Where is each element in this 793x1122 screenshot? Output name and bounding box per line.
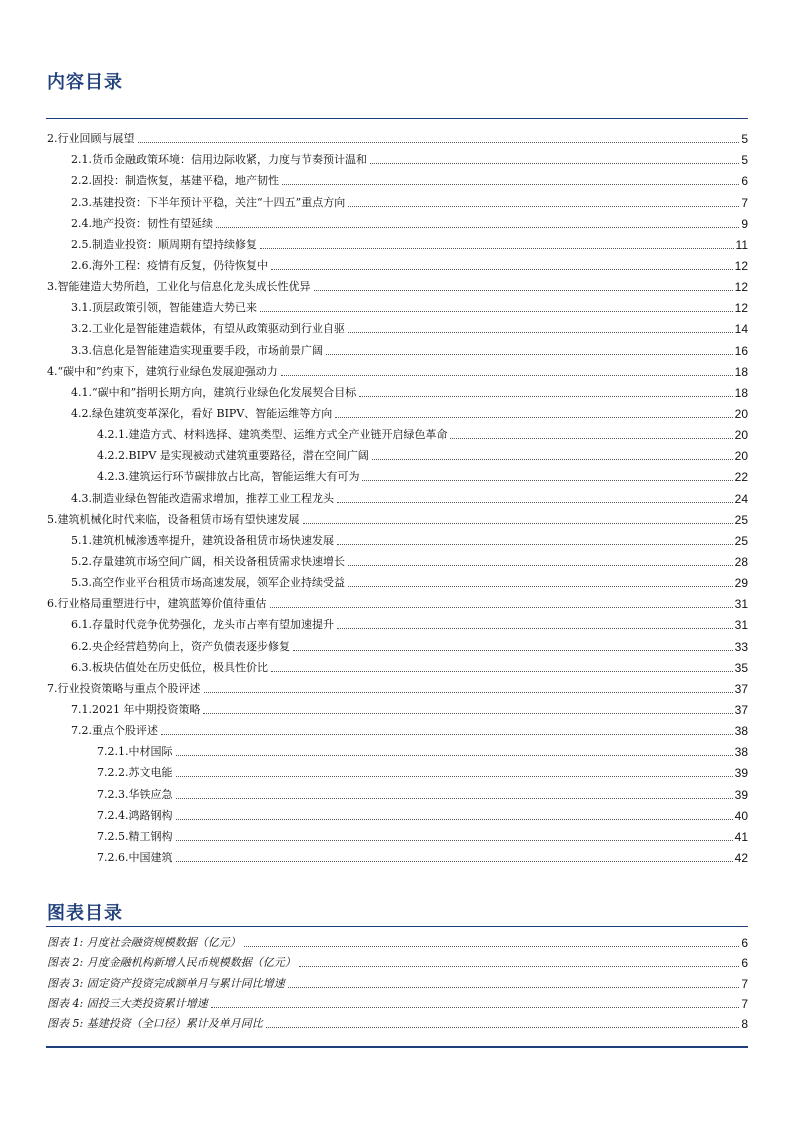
toc-entry-page: 11	[735, 237, 748, 252]
dot-leader	[359, 396, 732, 397]
dot-leader	[176, 755, 733, 756]
toc-entry[interactable]	[47, 125, 748, 146]
toc-entry[interactable]	[47, 188, 748, 209]
toc-entry[interactable]	[47, 717, 748, 738]
toc-entry[interactable]	[47, 823, 748, 844]
page-bottom-rule	[46, 1046, 748, 1048]
dot-leader	[260, 311, 733, 312]
toc-entry-page: 35	[734, 660, 748, 675]
toc-heading-rule	[46, 118, 748, 119]
dot-leader	[372, 459, 733, 460]
toc-entry[interactable]	[47, 590, 748, 611]
dot-leader	[337, 544, 733, 545]
dot-leader	[161, 734, 733, 735]
figure-entry-title: 图表 5: 基建投资（全口径）累计及单月同比	[47, 1016, 263, 1030]
toc-entry-page: 33	[734, 639, 748, 654]
toc-entry-title: 3.智能建造大势所趋，工业化与信息化龙头成长性优异	[47, 280, 311, 294]
toc-entry[interactable]	[47, 738, 748, 759]
dot-leader	[337, 628, 733, 629]
toc-entry-page: 14	[734, 322, 748, 337]
dot-leader	[314, 290, 733, 291]
toc-entry-title: 2.2.固投：制造恢复，基建平稳，地产韧性	[71, 174, 279, 188]
toc-entry-page: 31	[734, 597, 748, 612]
toc-entry[interactable]	[47, 548, 748, 569]
toc-entry-page: 24	[734, 491, 748, 506]
dot-leader	[176, 776, 733, 777]
toc-entry-title: 7.2.4.鸿路钢构	[97, 808, 173, 822]
dot-leader	[211, 1007, 740, 1008]
toc-entry[interactable]	[47, 442, 748, 463]
dot-leader	[326, 354, 733, 355]
toc-entry-title: 4.“碳中和”约束下，建筑行业绿色发展迎强动力	[47, 364, 278, 378]
toc-entry-title: 2.5.制造业投资：顺周期有望持续修复	[71, 237, 257, 251]
dot-leader	[282, 184, 739, 185]
toc-entry-page: 39	[734, 787, 748, 802]
toc-entry-title: 3.1.顶层政策引领，智能建造大势已来	[71, 301, 257, 315]
toc-entry[interactable]	[47, 294, 748, 315]
dot-leader	[348, 586, 733, 587]
dot-leader	[244, 946, 740, 947]
toc-entry[interactable]	[47, 210, 748, 231]
toc-entry[interactable]	[47, 358, 748, 379]
toc-entry-title: 6.2.央企经营趋势向上，资产负债表逐步修复	[71, 639, 290, 653]
figure-entry-title: 图表 4: 固投三大类投资累计增速	[47, 996, 208, 1010]
dot-leader	[288, 987, 740, 988]
toc-entry-title: 2.1.货币金融政策环境：信用边际收紧，力度与节奏预计温和	[71, 153, 367, 167]
toc-entry-page: 38	[734, 724, 748, 739]
toc-entry[interactable]	[47, 463, 748, 484]
dot-leader	[176, 840, 733, 841]
dot-leader	[260, 248, 734, 249]
dot-leader	[450, 438, 732, 439]
figure-entry[interactable]	[47, 970, 748, 990]
dot-leader	[370, 163, 739, 164]
toc-entry[interactable]	[47, 400, 748, 421]
toc-entry-page: 20	[734, 406, 748, 421]
toc-entry[interactable]	[47, 844, 748, 865]
toc-entry-title: 3.3.信息化是智能建造实现重要手段，市场前景广阔	[71, 343, 323, 357]
toc-entry-page: 5	[741, 132, 748, 147]
toc-entry-page: 12	[734, 280, 748, 295]
toc-entry-page: 16	[734, 343, 748, 358]
toc-entry-page: 39	[734, 766, 748, 781]
figure-entry-title: 图表 2: 月度金融机构新增人民币规模数据（亿元）	[47, 956, 296, 970]
toc-entry[interactable]	[47, 379, 748, 400]
toc-entry-title: 4.1.“碳中和”指明长期方向，建筑行业绿色化发展契合目标	[71, 385, 357, 399]
toc-entry-title: 7.2.3.华铁应急	[97, 787, 173, 801]
toc-entry-page: 41	[734, 829, 748, 844]
dot-leader	[303, 523, 733, 524]
toc-entry-title: 4.3.制造业绿色智能改造需求增加，推荐工业工程龙头	[71, 491, 334, 505]
dot-leader	[271, 269, 733, 270]
toc-entry-title: 4.2.3.建筑运行环节碳排放占比高，智能运维大有可为	[97, 470, 360, 484]
toc-entry-page: 18	[734, 364, 748, 379]
dot-leader	[270, 607, 733, 608]
toc-entry-title: 4.2.1.建造方式、材料选择、建筑类型、运维方式全产业链开启绿色革命	[97, 428, 448, 442]
dot-leader	[335, 417, 732, 418]
figure-entry-page: 6	[741, 956, 748, 971]
toc-entry[interactable]	[47, 421, 748, 442]
figure-entry-page: 7	[741, 976, 748, 991]
toc-entry[interactable]	[47, 654, 748, 675]
toc-entry-title: 4.2.绿色建筑变革深化，看好 BIPV、智能运维等方向	[71, 406, 333, 420]
toc-entry-title: 6.1.存量时代竞争优势强化，龙头市占率有望加速提升	[71, 618, 334, 632]
figure-entry-page: 8	[741, 1016, 748, 1031]
dot-leader	[266, 1027, 740, 1028]
dot-leader	[293, 650, 733, 651]
toc-entry[interactable]	[47, 569, 748, 590]
toc-entry-title: 2.6.海外工程：疫情有反复，仍待恢复中	[71, 258, 268, 272]
toc-entry-page: 25	[734, 533, 748, 548]
figure-entry[interactable]	[47, 1011, 748, 1031]
toc-entry-title: 7.行业投资策略与重点个股评述	[47, 681, 201, 695]
dot-leader	[203, 713, 732, 714]
figure-entry-title: 图表 1: 月度社会融资规模数据（亿元）	[47, 936, 241, 950]
table-of-contents	[47, 125, 748, 865]
toc-entry-page: 38	[734, 745, 748, 760]
dot-leader	[337, 502, 733, 503]
figure-entry[interactable]	[47, 991, 748, 1011]
toc-entry-page: 28	[734, 554, 748, 569]
toc-entry-title: 5.1.建筑机械渗透率提升，建筑设备租赁市场快速发展	[71, 533, 334, 547]
toc-heading: 内容目录	[47, 72, 123, 93]
toc-entry-title: 2.3.基建投资：下半年预计平稳，关注“十四五”重点方向	[71, 195, 346, 209]
toc-entry-page: 20	[734, 428, 748, 443]
dot-leader	[176, 861, 733, 862]
dot-leader	[176, 798, 733, 799]
dot-leader	[348, 206, 739, 207]
figure-entry-title: 图表 3: 固定资产投资完成额单月与累计同比增速	[47, 976, 285, 990]
toc-entry-page: 7	[741, 195, 748, 210]
toc-entry-title: 2.4.地产投资：韧性有望延续	[71, 216, 213, 230]
toc-entry-title: 7.2.5.精工钢构	[97, 829, 173, 843]
toc-entry-title: 5.3.高空作业平台租赁市场高速发展，领军企业持续受益	[71, 576, 345, 590]
toc-entry-page: 12	[734, 258, 748, 273]
toc-entry[interactable]	[47, 146, 748, 167]
dot-leader	[204, 692, 733, 693]
toc-entry[interactable]	[47, 696, 748, 717]
toc-entry[interactable]	[47, 802, 748, 823]
dot-leader	[176, 819, 733, 820]
dot-leader	[216, 227, 739, 228]
toc-entry-title: 3.2.工业化是智能建造载体，有望从政策驱动到行业自驱	[71, 322, 345, 336]
toc-entry-page: 42	[734, 850, 748, 865]
toc-entry[interactable]	[47, 506, 748, 527]
toc-entry-title: 7.2.2.苏文电能	[97, 766, 173, 780]
toc-entry-page: 5	[741, 153, 748, 168]
dot-leader	[138, 142, 740, 143]
figure-entry-page: 7	[741, 996, 748, 1011]
toc-entry-page: 9	[741, 216, 748, 231]
figures-heading-rule	[46, 926, 748, 927]
toc-entry-title: 7.2.6.中国建筑	[97, 850, 173, 864]
toc-entry-page: 37	[734, 702, 748, 717]
toc-entry[interactable]	[47, 484, 748, 505]
toc-entry-page: 25	[734, 512, 748, 527]
toc-entry-page: 6	[741, 174, 748, 189]
toc-entry[interactable]	[47, 273, 748, 294]
dot-leader	[348, 565, 733, 566]
toc-entry-page: 20	[734, 449, 748, 464]
toc-entry-page: 18	[734, 385, 748, 400]
toc-entry-title: 6.3.板块估值处在历史低位，极具性价比	[71, 660, 268, 674]
figure-entry-page: 6	[741, 936, 748, 951]
toc-entry[interactable]	[47, 336, 748, 357]
toc-entry-title: 7.2.重点个股评述	[71, 724, 158, 738]
toc-entry-title: 4.2.2.BIPV 是实现被动式建筑重要路径，潜在空间广阔	[97, 449, 369, 463]
toc-entry[interactable]	[47, 780, 748, 801]
toc-entry[interactable]	[47, 527, 748, 548]
toc-entry-page: 37	[734, 681, 748, 696]
toc-entry-title: 2.行业回顾与展望	[47, 132, 135, 146]
toc-entry[interactable]	[47, 675, 748, 696]
toc-entry[interactable]	[47, 759, 748, 780]
toc-entry-page: 22	[734, 470, 748, 485]
toc-entry-page: 31	[734, 618, 748, 633]
dot-leader	[348, 332, 733, 333]
toc-entry-title: 5.2.存量建筑市场空间广阔，相关设备租赁需求快速增长	[71, 554, 345, 568]
toc-entry[interactable]	[47, 252, 748, 273]
toc-entry-title: 7.2.1.中材国际	[97, 745, 173, 759]
dot-leader	[281, 375, 733, 376]
toc-entry[interactable]	[47, 315, 748, 336]
figure-entry[interactable]	[47, 950, 748, 970]
toc-entry-title: 7.1.2021 年中期投资策略	[71, 702, 201, 716]
toc-entry-title: 5.建筑机械化时代来临，设备租赁市场有望快速发展	[47, 512, 300, 526]
dot-leader	[362, 480, 732, 481]
dot-leader	[271, 671, 733, 672]
toc-entry[interactable]	[47, 231, 748, 252]
toc-entry[interactable]	[47, 632, 748, 653]
figures-heading: 图表目录	[47, 903, 123, 924]
toc-entry-title: 6.行业格局重塑进行中，建筑蓝筹价值待重估	[47, 597, 267, 611]
list-of-figures	[47, 930, 748, 1031]
toc-entry-page: 29	[734, 576, 748, 591]
toc-entry[interactable]	[47, 611, 748, 632]
figure-entry[interactable]	[47, 930, 748, 950]
toc-entry-page: 12	[734, 301, 748, 316]
toc-entry-page: 40	[734, 808, 748, 823]
dot-leader	[299, 966, 740, 967]
toc-entry[interactable]	[47, 167, 748, 188]
